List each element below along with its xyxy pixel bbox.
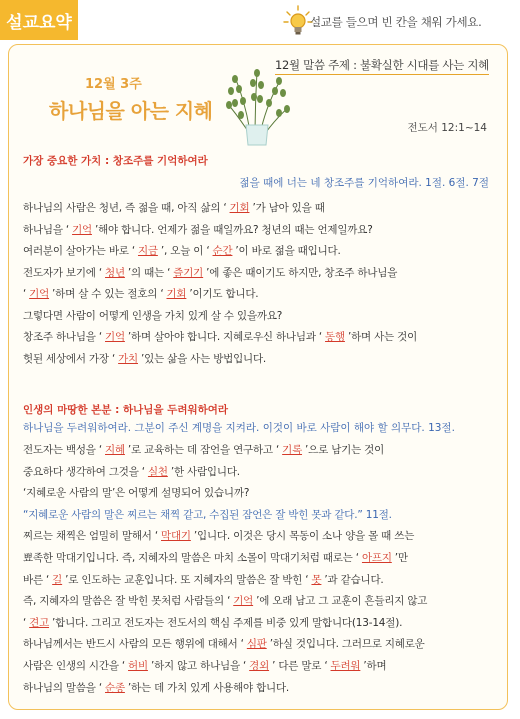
line-text: ‘ (23, 616, 27, 629)
line-text: ’하며 살아야 합니다. 지혜로우신 하나님과 ‘ (127, 331, 323, 343)
header-bar (0, 0, 520, 44)
text-line (23, 528, 414, 543)
fill-in-keyword: 청년 (105, 266, 125, 279)
line-text: ’ 다른 말로 ‘ (272, 660, 328, 672)
line-text: 하나님께서는 반드시 사람의 모든 행위에 대해서 ‘ (23, 638, 244, 651)
fill-in-keyword: 견고 (29, 616, 50, 629)
line-text: ’하며 (363, 660, 387, 672)
line-text: 중요하다 생각하여 그것을 ‘ (23, 465, 145, 478)
plant-vase-icon (221, 67, 295, 147)
line-text: ’입니다. 이것은 당시 목동이 소나 양을 몰 때 쓰는 (193, 530, 415, 543)
line-text: ’하실 것입니다. 그러므로 지혜로운 (269, 638, 425, 651)
fill-in-keyword: 못 (311, 573, 322, 586)
fill-in-keyword: 길 (52, 573, 63, 586)
lightbulb-icon (283, 4, 313, 38)
fill-in-keyword: 순간 (212, 245, 233, 257)
fill-in-keyword: 막대기 (161, 530, 191, 543)
fill-in-keyword: 기회 (166, 288, 187, 300)
text-line (23, 615, 402, 630)
text-line (23, 593, 427, 608)
fill-in-keyword: 동행 (325, 331, 345, 343)
line-text: ’, 오늘 이 ‘ (160, 245, 210, 257)
text-line (23, 243, 341, 258)
line-text: 헛된 세상에서 가장 ‘ (23, 352, 116, 365)
line-text: ’에 좋은 때이기도 하지만, 창조주 하나님을 (206, 266, 398, 279)
line-text: 하나님의 사람은 청년, 즉 젊을 때, 아직 삶의 ‘ (23, 202, 227, 214)
line-text: 하나님을 ‘ (23, 223, 70, 236)
text-line (23, 200, 325, 215)
summary-card (8, 44, 508, 710)
text-line (23, 308, 282, 323)
fill-in-keyword: 기록 (282, 444, 303, 456)
line-text: ‘ (23, 288, 27, 300)
line-text: 바른 ‘ (23, 573, 50, 586)
line-text: ’이기도 합니다. (189, 288, 259, 300)
line-text: ’의 때는 ‘ (127, 266, 171, 279)
fill-in-keyword: 지혜 (105, 444, 125, 456)
fill-in-keyword: 기억 (233, 595, 254, 608)
text-line (23, 222, 373, 237)
line-text: ’과 같습니다. (324, 573, 384, 586)
text-line (23, 286, 258, 301)
line-text: ‘지혜로운 사람의 말’은 어떻게 설명되어 있습니까? (23, 487, 250, 500)
fill-in-keyword: 실천 (147, 465, 168, 478)
fill-in-keyword: 기회 (229, 202, 250, 214)
section2-heading: 인생의 마땅한 본분 : 하나님을 두려워하여라 (23, 404, 229, 416)
line-text: 그렇다면 사람이 어떻게 인생을 가치 있게 살 수 있을까요? (23, 309, 283, 322)
text-line (23, 464, 240, 479)
line-text: 여러분이 살아가는 바로 ‘ (23, 245, 135, 257)
line-text: ’합니다. 그리고 전도자는 전도서의 핵심 주제를 비중 있게 말합니다(13-14절). (52, 616, 403, 629)
fill-in-keyword: 지금 (137, 245, 158, 257)
text-line (23, 507, 392, 522)
line-text: ’만 (394, 552, 408, 564)
header-tab: 설교요약 (0, 0, 78, 40)
line-text: ’있는 삶을 사는 방법입니다. (141, 352, 267, 365)
fill-in-keyword: 경외 (249, 660, 270, 672)
fill-in-keyword: 아프지 (361, 552, 392, 564)
fill-in-keyword: 기억 (72, 223, 92, 236)
fill-in-keyword: 심판 (246, 638, 267, 651)
month-week: 12월 3주 (85, 77, 142, 92)
line-text: ’로 인도하는 교훈입니다. 또 지혜자의 말씀은 잘 박힌 ‘ (65, 573, 309, 586)
text-line (23, 329, 417, 344)
line-text: ’로 교육하는 데 잠언을 연구하고 ‘ (127, 444, 280, 456)
line-text: 창조주 하나님을 ‘ (23, 331, 103, 343)
text-line (23, 658, 386, 673)
line-text: 찌르는 채찍은 엄밀히 말해서 ‘ (23, 530, 159, 543)
line-text: ’으로 남기는 것이 (305, 444, 385, 456)
fill-in-keyword: 즐기기 (173, 266, 204, 279)
fill-in-keyword: 순종 (105, 681, 125, 694)
line-text: “지혜로운 사람의 말은 찌르는 채찍 같고, 수집된 잠언은 잘 박힌 못과 같다.” 11절. (23, 508, 392, 521)
monthly-theme: 12월 말씀 주제 : 불확실한 시대를 사는 지혜 (275, 57, 489, 75)
fill-in-keyword: 가치 (118, 352, 138, 365)
line-text: 즉, 지혜자의 말씀은 잘 박힌 못처럼 사람들의 ‘ (23, 595, 231, 608)
text-line (23, 680, 289, 695)
line-text: ’해야 합니다. 언제가 젊을 때일까요? 청년의 때는 언제일까요? (94, 223, 373, 236)
text-line (23, 442, 384, 457)
fill-in-keyword: 허비 (128, 660, 148, 672)
text-line (23, 265, 397, 280)
line-text: 사람은 인생의 시간을 ‘ (23, 660, 126, 672)
line-text: 뾰족한 막대기입니다. 즉, 지혜자의 말씀은 마치 소몰이 막대기처럼 때로는 ‘ (23, 552, 359, 564)
fill-in-keyword: 두려워 (330, 660, 361, 672)
section2-verse: 하나님을 두려워하여라. 그분이 주신 계명을 지켜라. 이것이 바로 사람이 해야 할 의무다. 13절. (23, 422, 455, 434)
line-text: ’에 오래 남고 그 교훈이 흔들리지 않고 (256, 595, 428, 608)
line-text: ’하는 데 가치 있게 사용해야 합니다. (127, 681, 290, 694)
line-text: ’가 남아 있을 때 (252, 202, 325, 214)
text-line (23, 351, 266, 366)
scripture-reference: 전도서 12:1~14 (407, 122, 487, 134)
section1-heading: 가장 중요한 가치 : 창조주를 기억하여라 (23, 155, 208, 167)
fill-in-keyword: 기억 (29, 288, 50, 300)
line-text: 하나님의 말씀을 ‘ (23, 681, 103, 694)
sermon-title: 하나님을 아는 지혜 (49, 99, 213, 123)
section1-verse: 젊을 때에 너는 네 창조주를 기억하여라. 1절. 6절. 7절 (239, 177, 489, 189)
line-text: ’하며 살 수 있는 절호의 ‘ (52, 288, 164, 300)
fill-in-keyword: 기억 (105, 331, 125, 343)
line-text: ’하며 사는 것이 (347, 331, 418, 343)
text-line (23, 550, 408, 565)
line-text: ’이 바로 젊을 때입니다. (235, 245, 341, 257)
line-text: ’하지 않고 하나님을 ‘ (150, 660, 247, 672)
header-note: 설교를 들으며 빈 칸을 채워 가세요. (310, 15, 482, 29)
line-text: 전도자는 백성을 ‘ (23, 444, 103, 456)
line-text: 전도자가 보기에 ‘ (23, 266, 103, 279)
text-line (23, 572, 384, 587)
line-text: ’한 사람입니다. (170, 465, 240, 478)
text-line (23, 636, 425, 651)
text-line (23, 485, 249, 500)
